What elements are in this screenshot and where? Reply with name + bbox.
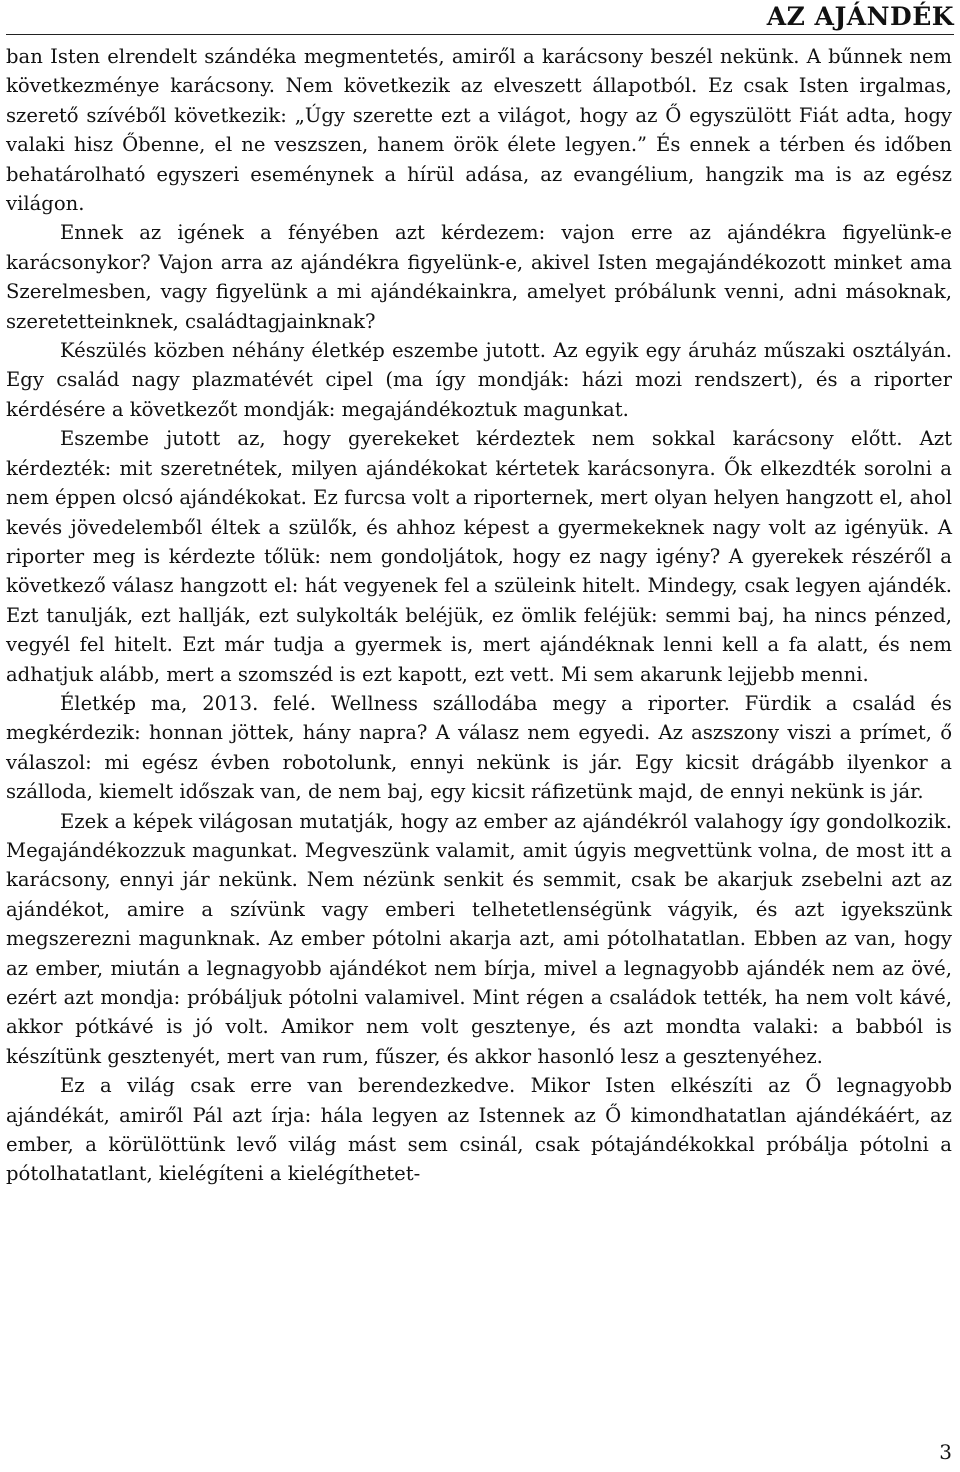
- paragraph: Készülés közben néhány életkép eszembe jutott. Az egyik egy áruház műszaki osztályán. Egy család nagy plazmatévét cipel (ma így mondják: házi mozi rendszert), és a riporter kérdésére a következőt mondják: megajándékoztuk magunkat.: [6, 339, 952, 421]
- running-header: [6, 0, 954, 35]
- page-number: 3: [939, 1440, 952, 1464]
- paragraph: Eszembe jutott az, hogy gyerekeket kérdeztek nem sokkal karácsony előtt. Azt kérdezték: mit szeretnétek, milyen ajándékokat kértetek karácsonyra. Ők elkezdték sorolni a nem éppen olcsó ajándékokat. Ez furcsa volt a riporternek, mert olyan helyen hangzott el, ahol kevés jövedelemből éltek a szülők, és ahhoz képest a gyermekeknek nagy volt az igényük. A riporter meg is kérdezte tőlük: nem gondoljátok, hogy ez nagy igény? A gyerekek részéről a következő válasz hangzott el: hát vegyenek fel a szüleink hitelt. Mindegy, csak legyen ajándék. Ezt tanulják, ezt hallják, ezt sulykolták beléjük, ez ömlik feléjük: semmi baj, ha nincs pénzed, vegyél fel hitelt. Ezt már tudja a gyermek is, mert ajándéknak lenni kell a fa alatt, és nem adhatjuk alább, mert a szomszéd is ezt kapott, ezt vett. Mi sem akarunk lejjebb menni.: [6, 427, 952, 686]
- paragraph: Ezek a képek világosan mutatják, hogy az ember az ajándékról valahogy így gondolkozik. Megajándékozzuk magunkat. Megveszünk valamit, amit úgyis megvettünk volna, de most itt a karácsony, ennyi jár nekünk. Nem nézünk senkit és semmit, csak be akarjuk zsebelni azt az ajándékot, amire a szívünk vagy emberi telhetetlenségünk vágyik, és azt igyekszünk megszerezni magunknak. Az ember pótolni akarja azt, ami pótolhatatlan. Ebben az van, hogy az ember, miután a legnagyobb ajándékot nem bírja, mivel a legnagyobb ajándék nem az övé, ezért azt mondja: próbáljuk pótolni valamivel. Mint régen a családok tették, ha nem volt kávé, akkor pótkávé is jó volt. Amikor nem volt gesztenye, és azt mondta valaki: a babból is készítünk gesztenyét, mert van rum, fűszer, és akkor hasonló lesz a gesztenyéhez.: [6, 809, 952, 1068]
- paragraph-continuation: ban Isten elrendelt szándéka megmentetés, amiről a karácsony beszél nekünk. A bűnnek nem következménye karácsony. Nem következik az elveszett állapotból. Ez csak Isten irgalmas, szerető szívéből következik: „Úgy szerette ezt a világot, hogy az Ő egyszülött Fiát adta, hogy valaki hisz Őbenne, el ne veszszen, hanem örök élete legyen.” És ennek a térben és időben behatárolható egyszeri eseménynek a hírül adása, az evangélium, hangzik ma is az egész világon.: [6, 45, 952, 216]
- article-body: [6, 42, 952, 1189]
- paragraph: Ennek az igének a fényében azt kérdezem: vajon erre az ajándékra figyelünk-e karácsonykor? Vajon arra az ajándékra figyelünk-e, akivel Isten megajándékozott minket ama Szerelmesben, vagy figyelünk a mi ajándékainkra, amelyet próbálunk venni, adni másoknak, szeretetteinknek, családtagjainknak?: [6, 221, 952, 333]
- paragraph: Ez a világ csak erre van berendezkedve. Mikor Isten elkészíti az Ő legnagyobb ajándékát, amiről Pál azt írja: hála legyen az Istennek az Ő kimondhatatlan ajándékáért, az ember, a körülöttünk levő világ mást sem csinál, csak pótajándékokkal próbálja pótolni a pótolhatatlant, kielégíteni a kielégíthetet-: [6, 1074, 952, 1186]
- paragraph: Életkép ma, 2013. felé. Wellness szállodába megy a riporter. Fürdik a család és megkérdezik: honnan jöttek, hány napra? A válasz nem egyedi. Az aszszony viszi a prímet, ő válaszol: mi egész évben robotolunk, ennyi nekünk is jár. Egy kicsit drágább ilyenkor a szálloda, kiemelt időszak van, de nem baj, egy kicsit ráfizetünk majd, de ennyi nekünk is jár.: [6, 691, 952, 804]
- chapter-title: AZ AJÁNDÉK: [766, 2, 954, 31]
